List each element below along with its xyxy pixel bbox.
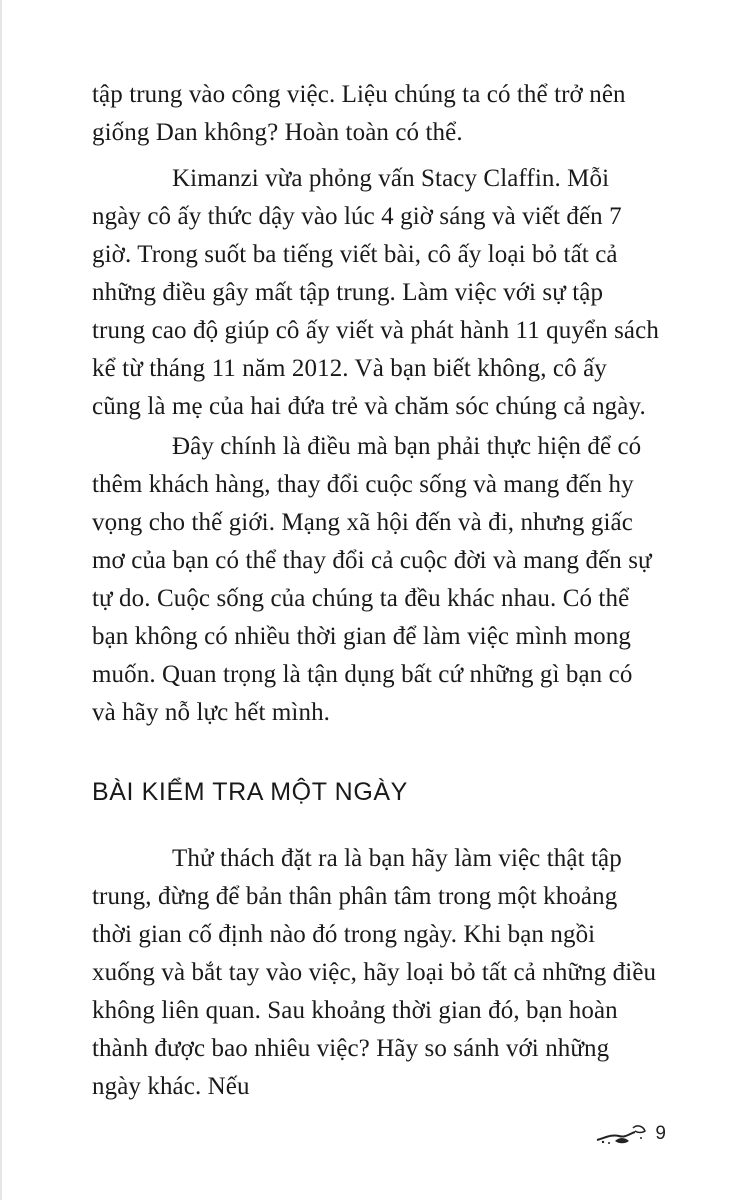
page-footer	[595, 1122, 666, 1146]
section-heading: BÀI KIỂM TRA MỘT NGÀY	[92, 778, 408, 806]
paragraph-continued: tập trung vào công việc. Liệu chúng ta có thể trở nên giống Dan không? Hoàn toàn có thể.	[92, 81, 626, 146]
paragraph-hope: Đây chính là điều mà bạn phải thực hiện để có thêm khách hàng, thay đổi cuộc sống và mang đến hy vọng cho thế giới. Mạng xã hội đến và đi, nhưng giấc mơ của bạn có thể thay đổi cả cuộc đời và mang đến sự tự do. Cuộc sống của chúng ta đều khác nhau. Có thể bạn không có nhiều thời gian để làm việc mình mong muốn. Quan trọng là tận dụng bất cứ những gì bạn có và hãy nỗ lực hết mình.	[92, 433, 652, 726]
paragraph-challenge: Thử thách đặt ra là bạn hãy làm việc thật tập trung, đừng để bản thân phân tâm trong một khoảng thời gian cố định nào đó trong ngày. Khi bạn ngồi xuống và bắt tay vào việc, hãy loại bỏ tất cả những điều không liên quan. Sau khoảng thời gian đó, bạn hoàn thành được bao nhiêu việc? Hãy so sánh với những ngày khác. Nếu	[92, 845, 657, 1100]
decorative-flourish-icon	[595, 1122, 649, 1146]
page-edge	[0, 0, 2, 1200]
paragraph-stacy-claffin: Kimanzi vừa phỏng vấn Stacy Claffin. Mỗi ngày cô ấy thức dậy vào lúc 4 giờ sáng và viết đến 7 giờ. Trong suốt ba tiếng viết bài, cô ấy loại bỏ tất cả những điều gây mất tập trung. Làm việc với sự tập trung cao độ giúp cô ấy viết và phát hành 11 quyển sách kể từ tháng 11 năm 2012. Và bạn biết không, cô ấy cũng là mẹ của hai đứa trẻ và chăm sóc chúng cả ngày.	[92, 165, 659, 420]
page-number: 9	[655, 1123, 666, 1144]
